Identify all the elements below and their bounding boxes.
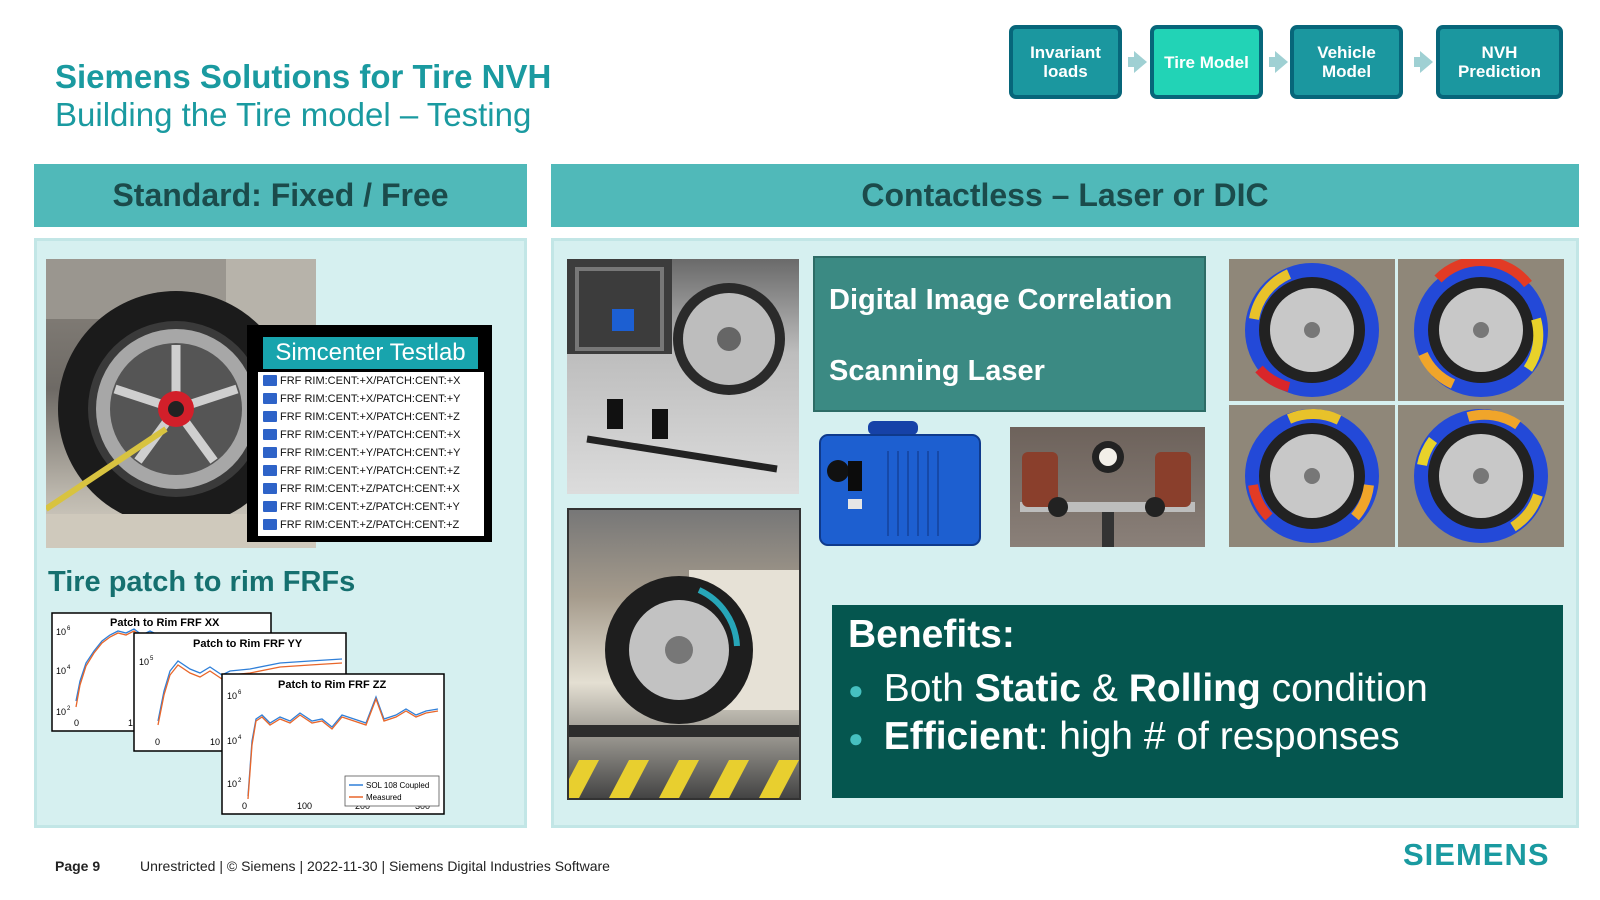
method-laser: Scanning Laser	[829, 355, 1045, 387]
flow-arrow-icon	[1420, 51, 1433, 73]
frf-caption: Tire patch to rim FRFs	[48, 566, 356, 598]
list-item[interactable]: FRF RIM:CENT:+Y/PATCH:CENT:+Y	[258, 444, 484, 462]
svg-text:10: 10	[227, 691, 238, 701]
stereo-camera-photo	[1010, 427, 1205, 547]
flow-step-vehicle-model: Vehicle Model	[1290, 25, 1403, 99]
dic-result-1	[1229, 259, 1395, 401]
svg-text:10: 10	[139, 657, 150, 667]
svg-text:10: 10	[56, 707, 67, 717]
benefit-item: ● Efficient: high # of responses	[848, 715, 1400, 758]
svg-text:6: 6	[238, 690, 242, 696]
list-item[interactable]: FRF RIM:CENT:+X/PATCH:CENT:+Z	[258, 408, 484, 426]
left-panel-heading: Standard: Fixed / Free	[34, 164, 527, 227]
flow-arrow-icon	[1275, 51, 1288, 73]
frf-icon	[263, 393, 277, 404]
svg-text:10: 10	[56, 627, 67, 637]
list-item[interactable]: FRF RIM:CENT:+Z/PATCH:CENT:+Y	[258, 498, 484, 516]
svg-text:10: 10	[227, 736, 238, 746]
bullet-icon: ●	[848, 723, 864, 754]
svg-text:10: 10	[210, 737, 221, 747]
frf-icon	[263, 375, 277, 386]
dic-rig-photo	[567, 259, 799, 494]
siemens-logo: SIEMENS	[1403, 837, 1550, 872]
svg-text:4: 4	[238, 735, 242, 741]
svg-text:2: 2	[67, 706, 71, 712]
bullet-icon: ●	[848, 675, 864, 706]
frf-icon	[263, 483, 277, 494]
list-item[interactable]: FRF RIM:CENT:+X/PATCH:CENT:+X	[258, 372, 484, 390]
list-item[interactable]: FRF RIM:CENT:+Y/PATCH:CENT:+Z	[258, 462, 484, 480]
list-item[interactable]: FRF RIM:CENT:+Z/PATCH:CENT:+X	[258, 480, 484, 498]
frf-icon	[263, 447, 277, 458]
testlab-channel-list	[258, 372, 484, 536]
frf-icon	[263, 501, 277, 512]
testlab-title: Simcenter Testlab	[263, 337, 478, 369]
frf-plots	[50, 611, 450, 817]
list-item[interactable]: FRF RIM:CENT:+Z/PATCH:CENT:+Z	[258, 516, 484, 534]
svg-text:2: 2	[238, 778, 242, 784]
slide-title: Siemens Solutions for Tire NVH	[55, 58, 552, 95]
dic-result-3	[1229, 405, 1395, 547]
legend-measured: Measured	[366, 793, 402, 802]
svg-text:0: 0	[74, 718, 80, 728]
legend-coupled: SOL 108 Coupled	[366, 781, 430, 790]
footer-info: Unrestricted | © Siemens | 2022-11-30 | Siemens Digital Industries Software	[140, 858, 610, 874]
frf-icon	[263, 411, 277, 422]
svg-text:100: 100	[297, 801, 313, 811]
svg-text:1: 1	[128, 718, 134, 728]
frf-icon	[263, 429, 277, 440]
flow-arrow-icon	[1134, 51, 1147, 73]
method-list	[813, 256, 1206, 412]
page-number: Page 9	[55, 858, 101, 874]
benefits-box	[832, 605, 1563, 798]
frf-icon	[263, 519, 277, 530]
slide-subtitle: Building the Tire model – Testing	[55, 96, 532, 133]
list-item[interactable]: FRF RIM:CENT:+X/PATCH:CENT:+Y	[258, 390, 484, 408]
plot-yy-title: Patch to Rim FRF YY	[193, 638, 303, 650]
svg-text:0: 0	[242, 801, 248, 811]
svg-text:10: 10	[56, 666, 67, 676]
frf-icon	[263, 465, 277, 476]
right-panel-heading: Contactless – Laser or DIC	[551, 164, 1579, 227]
method-dic: Digital Image Correlation	[829, 284, 1173, 316]
flow-step-tire-model: Tire Model	[1150, 25, 1263, 99]
flow-step-invariant-loads: Invariant loads	[1009, 25, 1122, 99]
rolling-tire-photo	[567, 508, 801, 800]
svg-text:0: 0	[155, 737, 161, 747]
frf-plot-zz	[222, 674, 444, 814]
plot-zz-title: Patch to Rim FRF ZZ	[278, 679, 387, 691]
list-item[interactable]: FRF RIM:CENT:+Y/PATCH:CENT:+X	[258, 426, 484, 444]
svg-text:5: 5	[150, 656, 154, 662]
svg-text:4: 4	[67, 665, 71, 671]
benefit-item: ● Both Static & Rolling condition	[848, 667, 1428, 710]
plot-xx-title: Patch to Rim FRF XX	[110, 617, 220, 629]
scanning-laser-photo	[818, 421, 985, 554]
dic-result-4	[1398, 405, 1564, 547]
benefits-title: Benefits:	[848, 613, 1015, 656]
dic-result-2	[1398, 259, 1564, 401]
svg-text:10: 10	[227, 779, 238, 789]
flow-step-nvh-prediction: NVH Prediction	[1436, 25, 1563, 99]
svg-text:6: 6	[67, 626, 71, 632]
